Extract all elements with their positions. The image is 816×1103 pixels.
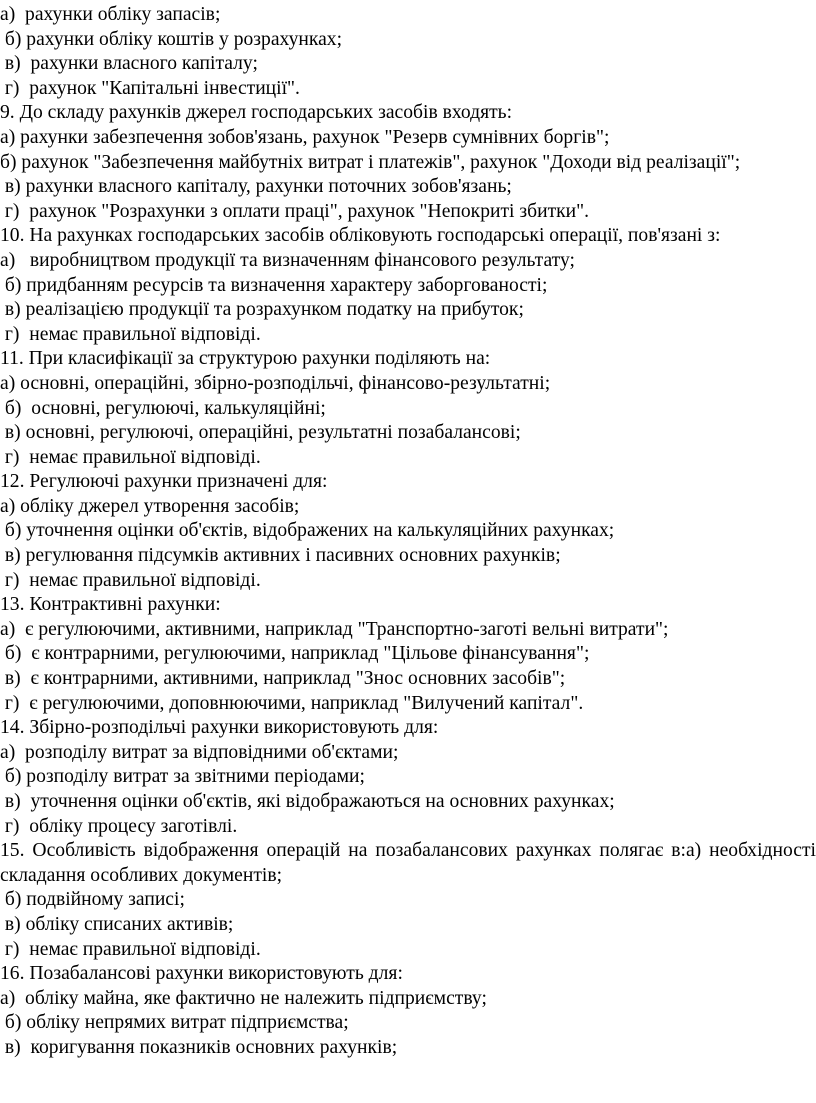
text-line: в) основні, регулюючі, операційні, результатні позабалансові; bbox=[0, 422, 521, 444]
text-line: г) є регулюючими, доповнюючими, наприклад "Вилучений капітал". bbox=[0, 692, 584, 714]
question-heading: 10. На рахунках господарських засобів обліковують господарські операції, пов'язані з: bbox=[0, 225, 721, 247]
text-line: б) основні, регулюючі, калькуляційні; bbox=[0, 397, 326, 419]
text-line: а) виробництвом продукції та визначенням фінансового результату; bbox=[0, 249, 575, 271]
text-line: б) рахунок "Забезпечення майбутніх витрат і платежів", рахунок "Доходи від реалізації"; bbox=[0, 151, 741, 173]
text-line: г) немає правильної відповіді. bbox=[0, 938, 261, 960]
text-line: г) рахунок "Розрахунки з оплати праці", рахунок "Непокриті збитки". bbox=[0, 200, 590, 222]
question-heading: 12. Регулюючі рахунки призначені для: bbox=[0, 471, 328, 493]
text-line: б) подвійному записі; bbox=[0, 889, 185, 911]
text-line: в) уточнення оцінки об'єктів, які відображаються на основних рахунках; bbox=[0, 791, 615, 812]
question-heading: 16. Позабалансові рахунки використовують для: bbox=[0, 963, 403, 985]
question-heading: 15. Особливість відображення операцій на позабалансових рахунках полягає в:а) необхідності складання особливих документів; bbox=[0, 840, 816, 886]
text-line: г) обліку процесу заготівлі. bbox=[0, 815, 238, 837]
text-line: б) придбанням ресурсів та визначення характеру заборгованості; bbox=[0, 274, 548, 296]
text-line: в) обліку списаних активів; bbox=[0, 913, 234, 935]
text-line: а) є регулюючими, активними, наприклад "Транспортно-заготі вельні витрати"; bbox=[0, 618, 669, 640]
text-line: г) немає правильної відповіді. bbox=[0, 569, 261, 591]
text-line: а) рахунки обліку запасів; bbox=[0, 4, 221, 25]
text-line: а) обліку майна, яке фактично не належить підприємству; bbox=[0, 987, 487, 1009]
text-line: а) розподілу витрат за відповідними об'єктами; bbox=[0, 741, 399, 763]
text-line: г) немає правильної відповіді. bbox=[0, 446, 261, 468]
text-line: г) рахунок "Капітальні інвестиції". bbox=[0, 77, 300, 99]
text-line: в) регулювання підсумків активних і пасивних основних рахунків; bbox=[0, 545, 561, 567]
text-line: в) рахунки власного капіталу; bbox=[0, 53, 258, 75]
text-line: б) рахунки обліку коштів у розрахунках; bbox=[0, 28, 343, 50]
text-line: а) рахунки забезпечення зобов'язань, рахунок "Резерв сумнівних боргів"; bbox=[0, 126, 610, 148]
text-line: в) рахунки власного капіталу, рахунки поточних зобов'язань; bbox=[0, 176, 512, 198]
text-line: а) обліку джерел утворення засобів; bbox=[0, 495, 300, 517]
text-line: в) коригування показників основних рахунків; bbox=[0, 1036, 398, 1058]
question-heading: 11. При класифікації за структурою рахунки поділяють на: bbox=[0, 348, 491, 370]
question-heading: 9. До складу рахунків джерел господарських засобів входять: bbox=[0, 102, 513, 124]
text-line: б) розподілу витрат за звітними періодами; bbox=[0, 766, 365, 788]
text-line: б) уточнення оцінки об'єктів, відображених на калькуляційних рахунках; bbox=[0, 520, 615, 542]
text-line: в) є контрарними, активними, наприклад "Знос основних засобів"; bbox=[0, 668, 566, 690]
text-line: г) немає правильної відповіді. bbox=[0, 323, 261, 345]
text-line: в) реалізацією продукції та розрахунком податку на прибуток; bbox=[0, 299, 524, 321]
text-line: б) є контрарними, регулюючими, наприклад "Цільове фінансування"; bbox=[0, 643, 590, 665]
text-line: б) обліку непрямих витрат підприємства; bbox=[0, 1012, 349, 1034]
question-heading: 13. Контрактивні рахунки: bbox=[0, 594, 221, 616]
question-heading: 14. Збірно-розподільчі рахунки використовують для: bbox=[0, 717, 439, 739]
text-line: а) основні, операційні, збірно-розподільчі, фінансово-результатні; bbox=[0, 372, 551, 394]
